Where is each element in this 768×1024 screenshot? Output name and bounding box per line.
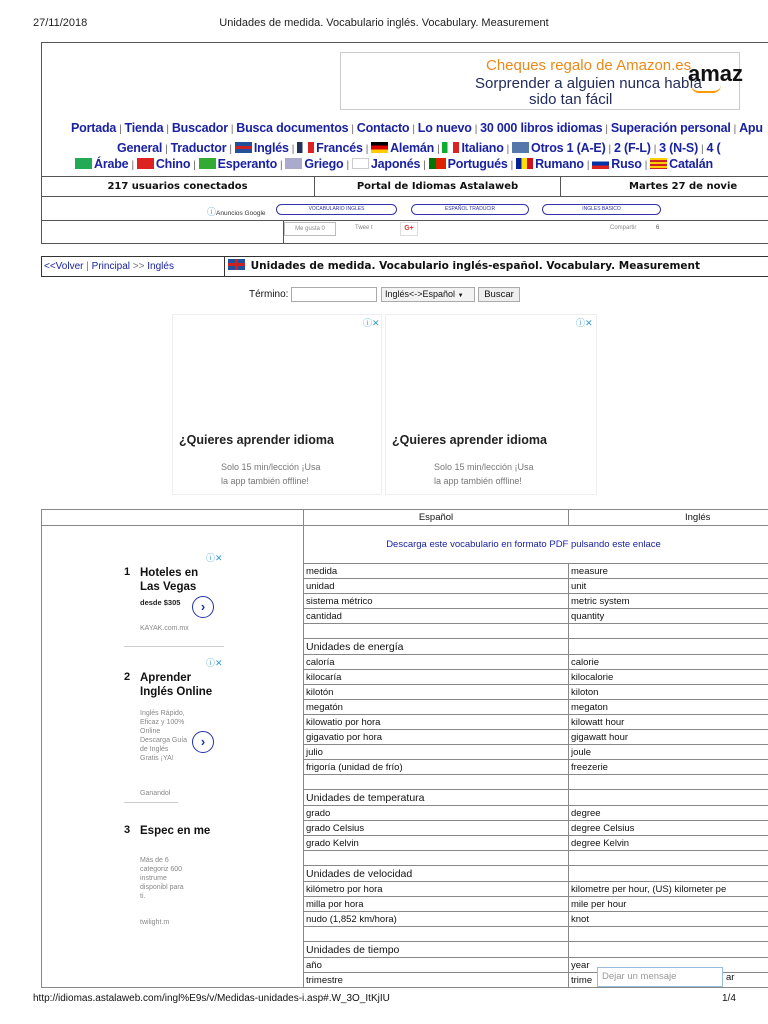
separator: | bbox=[412, 124, 415, 135]
ingles-cell bbox=[569, 639, 768, 655]
separator: | bbox=[733, 124, 737, 135]
espanol-cell bbox=[304, 927, 569, 942]
nav-link[interactable] bbox=[199, 157, 277, 171]
side-ad-price: desde $305 bbox=[140, 598, 181, 607]
nav-link-label: Lo nuevo bbox=[417, 121, 472, 135]
separator: | bbox=[86, 261, 89, 272]
nav-link-label: Busca documentos bbox=[236, 121, 349, 135]
espanol-cell: milla por hora bbox=[304, 897, 569, 912]
nav-link[interactable] bbox=[236, 121, 348, 135]
side-ad-description: Inglés Rápido, Eficaz y 100% Online Descarga Guía de Inglés Gratis ¡YA! bbox=[140, 710, 188, 762]
ad-choices-icon[interactable]: ⓘ✕ bbox=[206, 553, 223, 563]
nav-link-label: Catalán bbox=[669, 157, 713, 171]
side-ad-source: Ganandol bbox=[140, 790, 171, 797]
espanol-cell: kilotón bbox=[304, 685, 569, 700]
nav-link[interactable] bbox=[611, 121, 731, 135]
tweet-button[interactable]: Twee t bbox=[355, 225, 373, 231]
ingles-cell: degree Kelvin bbox=[569, 836, 768, 851]
nav-link[interactable] bbox=[706, 141, 720, 155]
amazon-ad-line1: Cheques regalo de Amazon.es bbox=[486, 57, 692, 74]
top-ad-text bbox=[434, 460, 534, 488]
ingles-cell: unit bbox=[569, 579, 768, 594]
ad-link-ingles-basico[interactable]: INGLES BASICO bbox=[542, 204, 661, 215]
nav-link-label: General bbox=[117, 141, 163, 155]
flag-icon bbox=[650, 158, 667, 169]
nav-link-label: Árabe bbox=[94, 157, 129, 171]
flag-icon bbox=[297, 142, 314, 153]
ingles-cell bbox=[569, 866, 768, 882]
vocabulary-table bbox=[41, 509, 768, 988]
nav-link[interactable] bbox=[285, 157, 343, 171]
espanol-cell: kilowatio por hora bbox=[304, 715, 569, 730]
ingles-cell: joule bbox=[569, 745, 768, 760]
espanol-cell: grado bbox=[304, 806, 569, 821]
separator: | bbox=[701, 144, 704, 155]
nav-link-label: Portada bbox=[71, 121, 117, 135]
separator: | bbox=[229, 144, 232, 155]
espanol-cell bbox=[304, 775, 569, 790]
ingles-cell bbox=[569, 942, 768, 958]
separator: | bbox=[653, 144, 657, 155]
side-ad-number: 1 bbox=[124, 566, 131, 578]
amazon-ad-line3: sido tan fácil bbox=[529, 91, 613, 108]
side-ad-number: 3 bbox=[124, 824, 131, 836]
facebook-like-button[interactable]: Me gusta 0 bbox=[284, 222, 336, 236]
separator: | bbox=[608, 144, 611, 155]
nav-link-label: Japonés bbox=[370, 157, 421, 171]
breadcrumb bbox=[41, 256, 225, 277]
chevron-down-icon: ▼ bbox=[457, 293, 464, 299]
espanol-cell: trimestre bbox=[304, 973, 569, 988]
language-select[interactable] bbox=[381, 287, 475, 302]
header-ingles: Inglés bbox=[569, 510, 768, 526]
nav-link[interactable] bbox=[371, 141, 434, 155]
separator: | bbox=[119, 124, 122, 135]
share-button[interactable]: Compartir bbox=[610, 225, 637, 231]
amazon-logo: amaz bbox=[688, 61, 744, 86]
side-ad-title: Espec en me bbox=[140, 825, 211, 837]
side-ad-description: Más de 6 categoriz 600 instrume disponibl para ti. bbox=[140, 857, 184, 900]
flag-icon bbox=[371, 142, 388, 153]
ingles-cell: calorie bbox=[569, 655, 768, 670]
espanol-cell: megatón bbox=[304, 700, 569, 715]
principal-link[interactable]: Principal bbox=[91, 261, 131, 272]
nav-link[interactable] bbox=[235, 141, 289, 155]
nav-link-label: Alemán bbox=[390, 141, 435, 155]
search-input[interactable] bbox=[291, 287, 377, 302]
separator: | bbox=[586, 160, 590, 171]
top-ad-line2: la app también offline! bbox=[221, 476, 309, 486]
ad-link-espanol-traducir[interactable]: ESPAÑOL TRADUCIR bbox=[411, 204, 529, 215]
espanol-cell bbox=[304, 851, 569, 866]
chevron-right-icon[interactable]: › bbox=[192, 731, 214, 753]
espanol-cell: Unidades de velocidad bbox=[304, 866, 569, 882]
ingles-cell: degree bbox=[569, 806, 768, 821]
nav-link[interactable] bbox=[650, 157, 713, 171]
side-ad-title: Aprender Inglés Online bbox=[140, 672, 213, 698]
nav-link-label: Francés bbox=[316, 141, 363, 155]
side-ad-source: KAYAK.com.mx bbox=[140, 625, 189, 632]
nav-link[interactable] bbox=[125, 121, 164, 135]
top-ad-1[interactable] bbox=[172, 314, 382, 495]
espanol-cell: medida bbox=[304, 564, 569, 579]
ingles-cell: quantity bbox=[569, 609, 768, 624]
print-url: http://idiomas.astalaweb.com/ingl%E9s/v/Medidas-unidades-i.asp#.W_3O_ItKjIU bbox=[33, 993, 390, 1004]
espanol-cell: grado Kelvin bbox=[304, 836, 569, 851]
flag-icon bbox=[516, 158, 533, 169]
search-button[interactable]: Buscar bbox=[478, 287, 520, 302]
ingles-cell bbox=[569, 851, 768, 866]
amazon-ad-line2: Sorprender a alguien nunca había bbox=[475, 75, 702, 92]
ingles-cell bbox=[569, 790, 768, 806]
nav-link-label: Portugués bbox=[447, 157, 508, 171]
ingles-cell: gigawatt hour bbox=[569, 730, 768, 745]
espanol-cell: año bbox=[304, 958, 569, 973]
flag-icon bbox=[285, 158, 302, 169]
side-ad-title: Hoteles en Las Vegas bbox=[140, 567, 199, 593]
ad-link-vocabulario-ingles[interactable]: VOCABULARIO INGLES bbox=[276, 204, 397, 215]
side-ad-source: twilight.m bbox=[140, 919, 170, 926]
ingles-link[interactable]: Inglés bbox=[147, 261, 174, 272]
espanol-cell: Unidades de temperatura bbox=[304, 790, 569, 806]
side-ads-column bbox=[42, 526, 304, 988]
ingles-cell: year bbox=[569, 958, 768, 973]
side-ad-number: 2 bbox=[124, 671, 131, 683]
separator: | bbox=[165, 144, 168, 155]
ingles-cell: kilowatt hour bbox=[569, 715, 768, 730]
separator: | bbox=[605, 124, 608, 135]
ad-choices-icon[interactable]: ⓘ✕ bbox=[363, 318, 380, 328]
nav-link-label: Superación personal bbox=[610, 121, 731, 135]
nav-link[interactable] bbox=[480, 121, 602, 135]
current-date: Martes 27 de novie bbox=[560, 176, 768, 197]
ingles-cell: kilometre per hour, (US) kilometer pe bbox=[569, 882, 768, 897]
separator: | bbox=[365, 144, 369, 155]
separator: | bbox=[230, 124, 234, 135]
ingles-cell: mile per hour bbox=[569, 897, 768, 912]
nav-link-label: 2 (F-L) bbox=[613, 141, 651, 155]
nav-link-label: Otros 1 (A-E) bbox=[531, 141, 606, 155]
nav-link-label: Ruso bbox=[611, 157, 642, 171]
espanol-cell: kilocaría bbox=[304, 670, 569, 685]
nav-link[interactable] bbox=[75, 157, 128, 171]
nav-link-label: Buscador bbox=[171, 121, 228, 135]
print-page-number: 1/4 bbox=[722, 993, 736, 1004]
google-ads-label-text: Anuncios Google bbox=[216, 210, 266, 217]
nav-link-label: Inglés bbox=[253, 141, 289, 155]
espanol-cell: sistema métrico bbox=[304, 594, 569, 609]
google-plus-button[interactable]: G+ bbox=[400, 222, 418, 236]
separator: | bbox=[644, 160, 648, 171]
flag-icon bbox=[75, 158, 92, 169]
ingles-cell: metric system bbox=[569, 594, 768, 609]
espanol-cell bbox=[304, 624, 569, 639]
nav-link[interactable] bbox=[71, 121, 116, 135]
ad-divider bbox=[124, 802, 178, 803]
ingles-cell: degree Celsius bbox=[569, 821, 768, 836]
flag-icon bbox=[592, 158, 609, 169]
nav-link[interactable] bbox=[739, 121, 763, 135]
side-ads-box bbox=[42, 526, 303, 946]
nav-link[interactable] bbox=[172, 121, 228, 135]
header-espanol: Español bbox=[304, 510, 569, 526]
nav-link-label: Esperanto bbox=[217, 157, 277, 171]
nav-link-label: 4 ( bbox=[706, 141, 721, 155]
separator: | bbox=[474, 124, 478, 135]
print-title: Unidades de medida. Vocabulario inglés. Vocabulary. Measurement bbox=[219, 17, 549, 29]
top-ad-line1: Solo 15 min/lección ¡Usa bbox=[434, 462, 534, 472]
separator: | bbox=[510, 160, 514, 171]
separator: | bbox=[131, 160, 134, 171]
ad-divider bbox=[124, 646, 224, 647]
chevron-right-icon[interactable]: › bbox=[192, 596, 214, 618]
chat-trailing-text: ar bbox=[726, 972, 735, 983]
top-ad-title: ¿Quieres aprender idioma bbox=[392, 433, 547, 447]
ingles-cell: freezerie bbox=[569, 760, 768, 775]
share-count: 6 bbox=[656, 225, 660, 231]
nav-link-label: Contacto bbox=[356, 121, 410, 135]
nav-link[interactable] bbox=[512, 141, 606, 155]
amazon-banner-ad[interactable] bbox=[340, 52, 744, 110]
language-select-value: Inglés<->Español bbox=[385, 289, 456, 299]
back-link[interactable]: <<Volver bbox=[44, 261, 84, 272]
main-nav bbox=[71, 121, 763, 137]
nav-link[interactable] bbox=[659, 141, 698, 155]
espanol-cell: frigoría (unidad de frío) bbox=[304, 760, 569, 775]
flag-icon bbox=[512, 142, 529, 153]
espanol-cell: julio bbox=[304, 745, 569, 760]
nav-link[interactable] bbox=[614, 141, 651, 155]
ingles-cell: megaton bbox=[569, 700, 768, 715]
nav-link[interactable] bbox=[442, 141, 503, 155]
top-ad-2[interactable] bbox=[385, 314, 597, 495]
separator: | bbox=[346, 160, 349, 171]
top-ad-line2: la app también offline! bbox=[434, 476, 522, 486]
ad-choices-icon[interactable]: ⓘ✕ bbox=[206, 658, 223, 668]
espanol-cell: Unidades de tiempo bbox=[304, 942, 569, 958]
header-empty bbox=[42, 510, 304, 526]
ingles-cell bbox=[569, 775, 768, 790]
separator: | bbox=[166, 124, 169, 135]
ingles-cell: kiloton bbox=[569, 685, 768, 700]
nav-link-label: Rumano bbox=[535, 157, 584, 171]
nav-link-label: 3 (N-S) bbox=[659, 141, 699, 155]
ingles-cell bbox=[569, 927, 768, 942]
portal-name: Portal de Idiomas Astalaweb bbox=[314, 176, 560, 197]
pdf-download-link[interactable]: Descarga este vocabulario en formato PDF pulsando este enlace bbox=[304, 526, 768, 564]
page-title: Unidades de medida. Vocabulario inglés-español. Vocabulary. Measurement bbox=[250, 260, 701, 272]
users-online: 217 usuarios conectados bbox=[41, 176, 314, 197]
nav-link[interactable] bbox=[516, 157, 584, 171]
espanol-cell: cantidad bbox=[304, 609, 569, 624]
nav-link[interactable] bbox=[352, 157, 420, 171]
espanol-cell: caloría bbox=[304, 655, 569, 670]
print-date: 27/11/2018 bbox=[33, 17, 88, 29]
flag-icon bbox=[429, 158, 446, 169]
amazon-smile-icon bbox=[691, 85, 721, 93]
espanol-cell: Unidades de energía bbox=[304, 639, 569, 655]
flag-icon bbox=[137, 158, 154, 169]
flag-icon bbox=[442, 142, 459, 153]
ad-choices-icon[interactable]: ⓘ✕ bbox=[576, 318, 593, 328]
separator: | bbox=[193, 160, 196, 171]
nav-link-label: Chino bbox=[155, 157, 191, 171]
top-ad-line1: Solo 15 min/lección ¡Usa bbox=[221, 462, 321, 472]
nav-link[interactable] bbox=[137, 157, 190, 171]
flag-icon bbox=[199, 158, 216, 169]
nav-link[interactable] bbox=[418, 121, 472, 135]
flag-icon bbox=[352, 158, 369, 169]
nav-link-label: 30 000 libros idiomas bbox=[480, 121, 603, 135]
espanol-cell: nudo (1,852 km/hora) bbox=[304, 912, 569, 927]
nav-link-label: Italiano bbox=[461, 141, 504, 155]
nav-link[interactable] bbox=[429, 157, 508, 171]
nav-link-label: Traductor bbox=[170, 141, 227, 155]
uk-flag-icon bbox=[228, 259, 245, 270]
nav-link[interactable] bbox=[357, 121, 410, 135]
nav-link[interactable] bbox=[117, 141, 162, 155]
top-ad-text bbox=[221, 460, 321, 488]
separator: | bbox=[280, 160, 283, 171]
chat-message-input[interactable]: Dejar un mensaje bbox=[597, 967, 723, 987]
separator: | bbox=[506, 144, 510, 155]
search-label: Término: bbox=[249, 289, 289, 300]
language-nav-2 bbox=[75, 157, 713, 173]
espanol-cell: kilómetro por hora bbox=[304, 882, 569, 897]
ingles-cell: measure bbox=[569, 564, 768, 579]
page-title-cell bbox=[224, 256, 768, 277]
nav-link-label: Tienda bbox=[124, 121, 164, 135]
espanol-cell: grado Celsius bbox=[304, 821, 569, 836]
info-icon: ⓘ bbox=[207, 207, 217, 217]
ingles-cell: knot bbox=[569, 912, 768, 927]
nav-link[interactable] bbox=[592, 157, 641, 171]
separator: | bbox=[351, 124, 354, 135]
nav-link[interactable] bbox=[171, 141, 227, 155]
nav-link[interactable] bbox=[297, 141, 363, 155]
language-nav-1 bbox=[117, 141, 720, 157]
nav-link-label: Apu bbox=[739, 121, 763, 135]
espanol-cell: gigavatio por hora bbox=[304, 730, 569, 745]
google-ads-row bbox=[41, 197, 768, 221]
top-ad-title: ¿Quieres aprender idioma bbox=[179, 433, 334, 447]
separator: | bbox=[291, 144, 295, 155]
ingles-cell: trime bbox=[569, 973, 768, 988]
separator: >> bbox=[132, 261, 145, 272]
ingles-cell: kilocalorie bbox=[569, 670, 768, 685]
google-ads-label bbox=[207, 205, 266, 218]
espanol-cell: unidad bbox=[304, 579, 569, 594]
flag-icon bbox=[235, 142, 252, 153]
separator: | bbox=[423, 160, 426, 171]
ingles-cell bbox=[569, 624, 768, 639]
nav-link-label: Griego bbox=[304, 157, 344, 171]
separator: | bbox=[437, 144, 440, 155]
